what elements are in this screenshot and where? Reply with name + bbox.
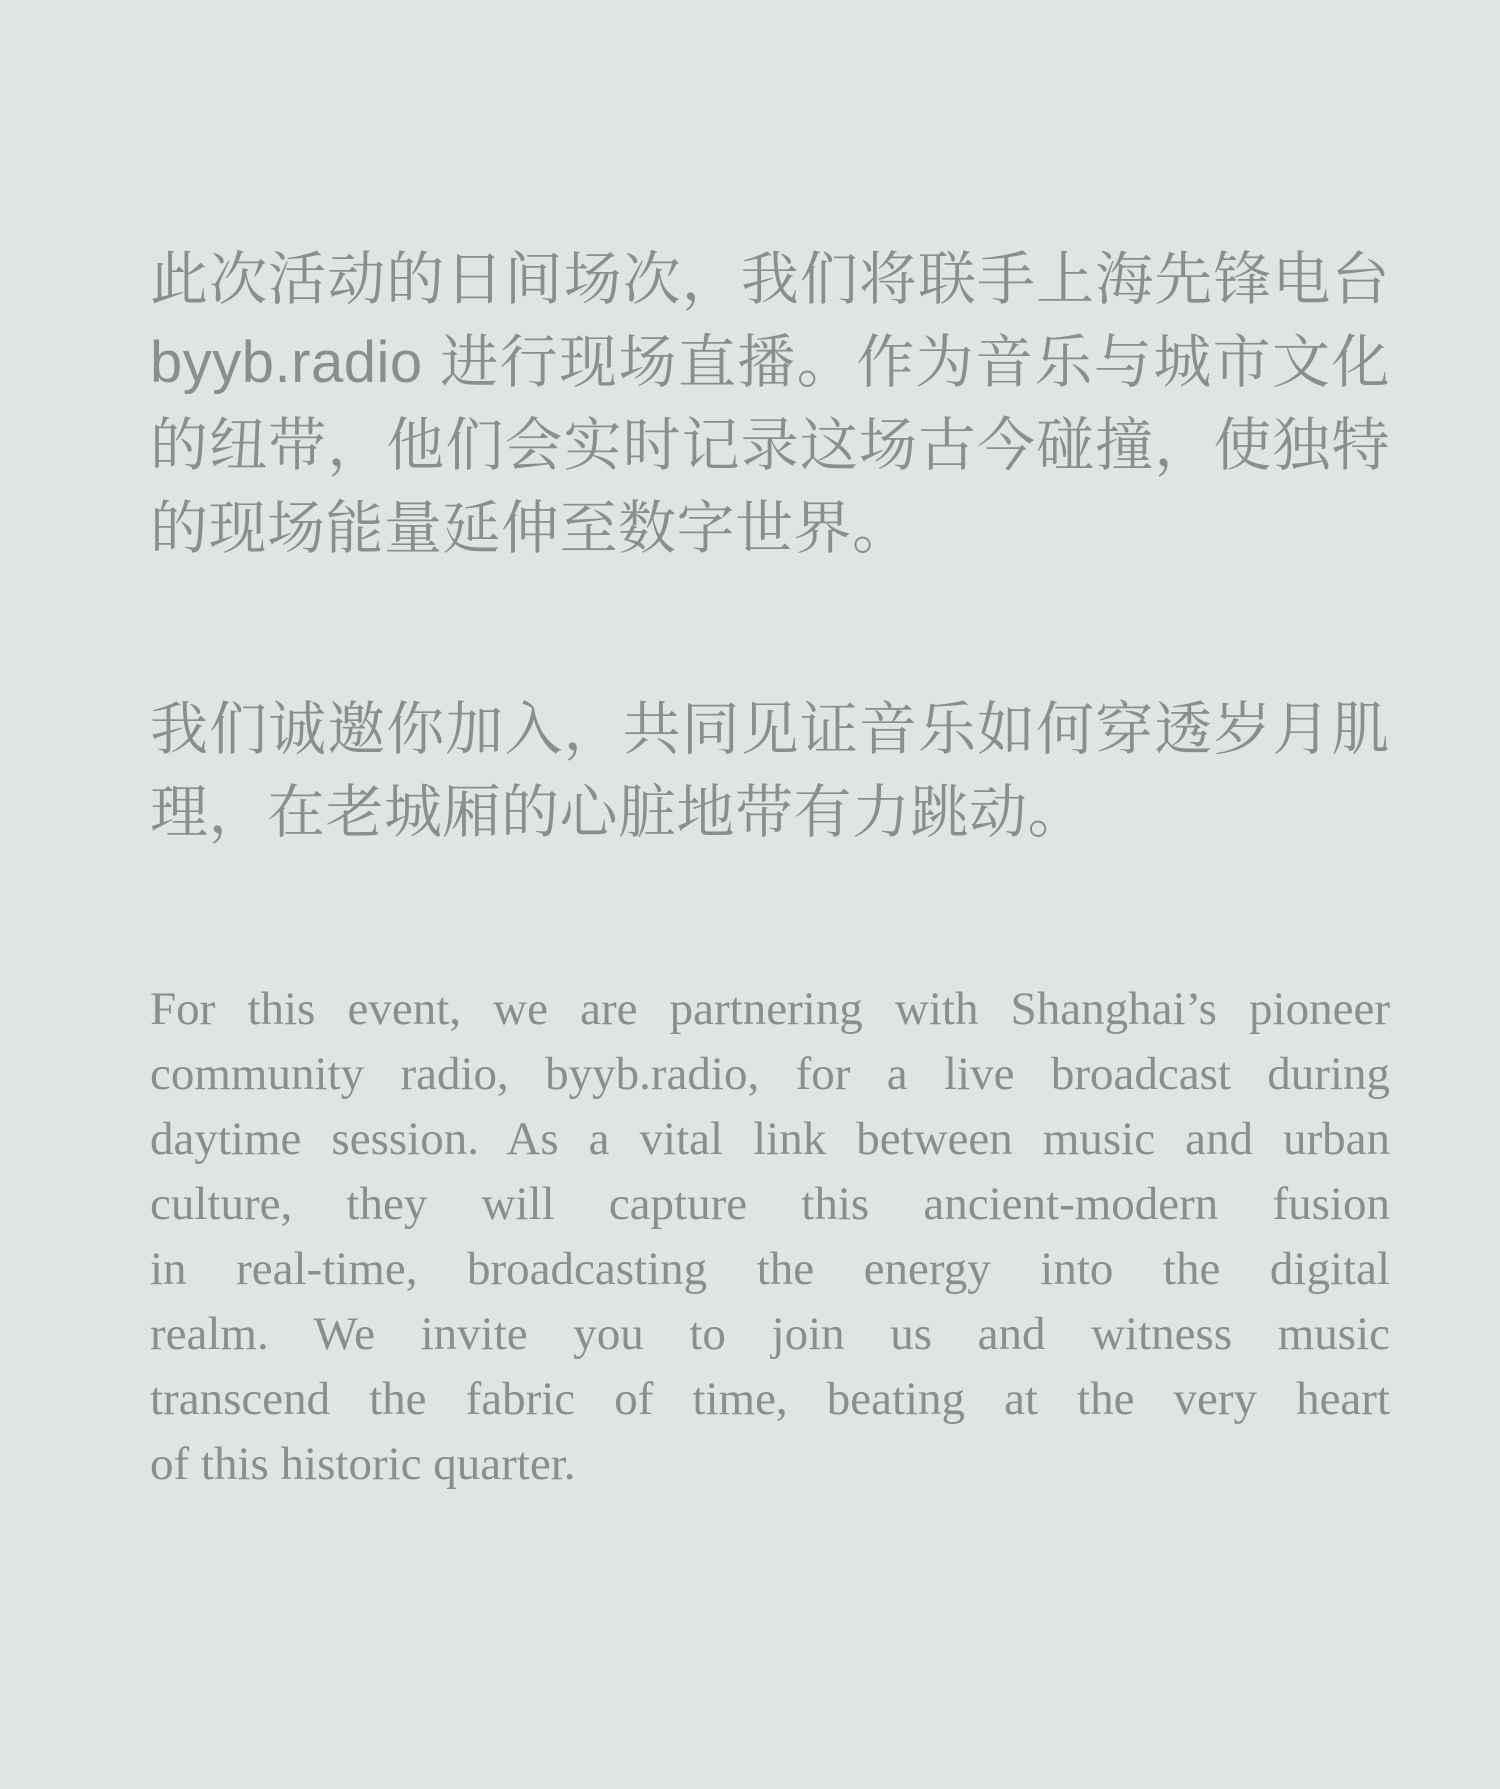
text-line: realm. We invite you to join us and witness music — [150, 1308, 1390, 1360]
text-line: transcend the fabric of time, beating at the very heart — [150, 1373, 1390, 1425]
event-description-text-block — [150, 238, 1390, 1497]
text-line: in real-time, broadcasting the energy into the digital — [150, 1243, 1390, 1295]
text-line: daytime session. As a vital link between music and urban — [150, 1113, 1390, 1165]
text-line: of this historic quarter. — [150, 1438, 576, 1490]
paragraph-zh-invitation — [150, 688, 1390, 854]
text-line: 理，在老城厢的心脏地带有力跳动。 — [150, 780, 1087, 845]
text-line: 此次活动的日间场次，我们将联手上海先锋电台 — [150, 247, 1390, 312]
text-line: community radio, byyb.radio, for a live broadcast during — [150, 1048, 1390, 1100]
text-line: 的纽带，他们会实时记录这场古今碰撞，使独特 — [150, 413, 1390, 478]
text-line: byyb.radio 进行现场直播。作为音乐与城市文化 — [150, 330, 1390, 395]
paragraph-zh-broadcast — [150, 238, 1390, 570]
paragraph-en-description — [150, 977, 1390, 1497]
text-line: For this event, we are partnering with Shanghai’s pioneer — [150, 983, 1390, 1035]
text-line: 的现场能量延伸至数字世界。 — [150, 496, 911, 561]
text-line: 我们诚邀你加入，共同见证音乐如何穿透岁月肌 — [150, 697, 1390, 762]
text-line: culture, they will capture this ancient-modern fusion — [150, 1178, 1390, 1230]
